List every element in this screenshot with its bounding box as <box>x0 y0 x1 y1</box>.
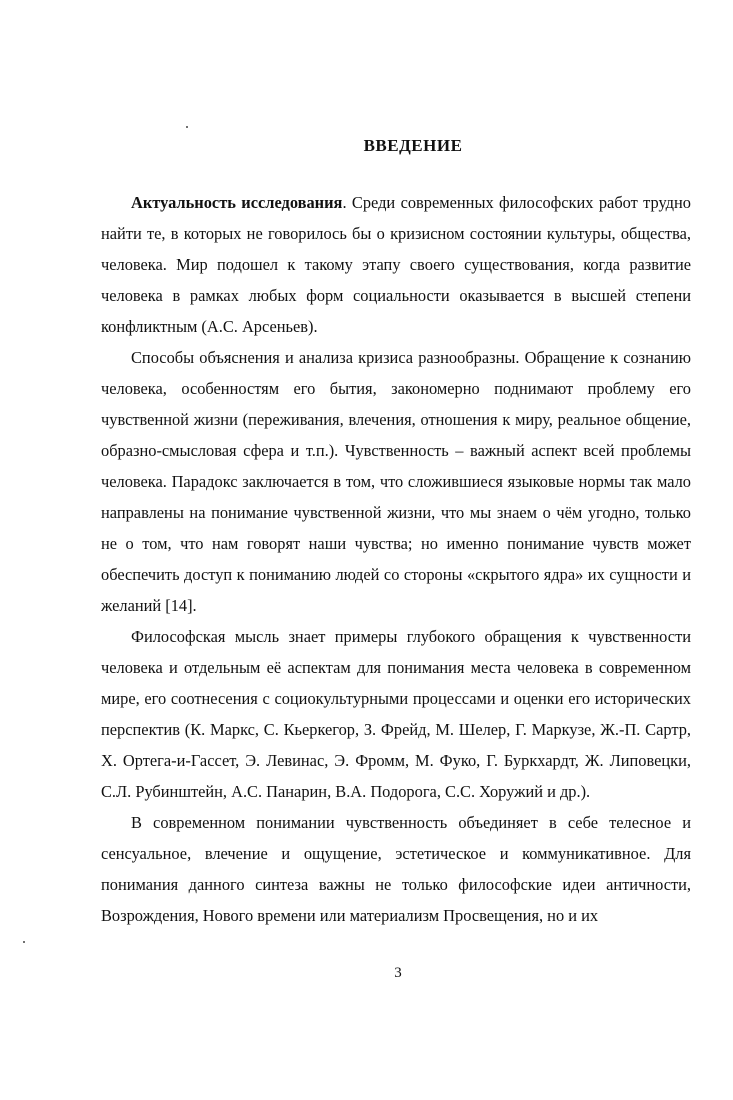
page-number: 3 <box>394 965 402 981</box>
body-text <box>101 187 691 931</box>
relevance-lead: Актуальность исследования <box>131 193 343 212</box>
scan-speck <box>186 126 188 128</box>
paragraph-relevance <box>101 187 691 342</box>
paragraph-modern-understanding: В современном понимании чувственность объединяет в себе телесное и сенсуальное, влечение и ощущение, эстетическое и коммуникативное. Для понимания данного синтеза важны не только философские идеи античности, Возрождения, Нового времени или материализм Просвещения, но и их <box>101 813 691 925</box>
paragraph-crisis-methods: Способы объяснения и анализа кризиса разнообразны. Обращение к сознанию человека, особенностям его бытия, закономерно поднимают проблему его чувственной жизни (переживания, влечения, отношения к миру, реальное общение, образно-смысловая сфера и т.п.). Чувственность – важный аспект всей проблемы человека. Парадокс заключается в том, что сложившиеся языковые нормы так мало направлены на понимание чувственной жизни, что мы знаем о чём угодно, только не о том, что нам говорят наши чувства; но именно понимание чувств может обеспечить доступ к пониманию людей со стороны «скрытого ядра» их сущности и желаний [14]. <box>101 348 691 615</box>
page-heading: ВВЕДЕНИЕ <box>363 136 463 155</box>
paragraph-philosophical-thought: Философская мысль знает примеры глубокого обращения к чувственности человека и отдельным её аспектам для понимания места человека в современном мире, его соотнесения с социокультурными процессами и оценки его исторических перспектив (К. Маркс, С. Кьеркегор, З. Фрейд, М. Шелер, Г. Маркузе, Ж.-П. Сартр, Х. Ортега-и-Гассет, Э. Левинас, Э. Фромм, М. Фуко, Г. Буркхардт, Ж. Липовецки, С.Л. Рубинштейн, А.С. Панарин, В.А. Подорога, С.С. Хоружий и др.). <box>101 627 691 801</box>
relevance-text: . Среди современных философских работ трудно найти те, в которых не говорилось бы о кризисном состоянии культуры, общества, человека. Мир подошел к такому этапу своего существования, когда развитие человека в рамках любых форм социальности оказывается в высшей степени конфликтным (А.С. Арсеньев). <box>101 193 691 336</box>
scan-speck <box>23 941 25 943</box>
